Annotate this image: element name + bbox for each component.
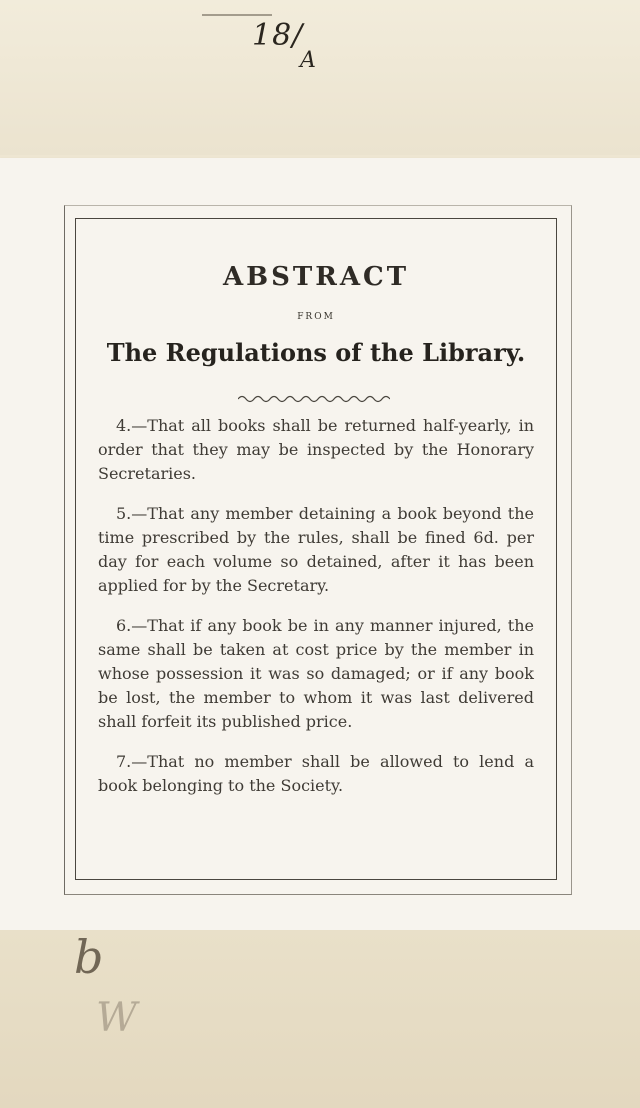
from-label: FROM (297, 312, 335, 322)
document-title: ABSTRACT (222, 262, 410, 292)
top-edge-marks (202, 0, 272, 16)
wavy-ornament-rule (238, 392, 390, 406)
handwritten-mark-1: b (74, 930, 104, 984)
handwritten-shelfmark: 18/ (252, 18, 304, 53)
board-background-top (0, 0, 640, 155)
handwritten-shelfmark-sub: A (300, 48, 316, 73)
regulation-6: 6.—That if any book be in any manner injured, the same shall be taken at cost price by the member in whose possession it was so damaged; or if any book be lost, the member to whom it was last delivered shall forfeit its published price. (98, 616, 534, 731)
document-subtitle: The Regulations of the Library. (106, 338, 526, 367)
regulations-list (98, 408, 534, 814)
regulation-7: 7.—That no member shall be allowed to lend a book belonging to the Society. (98, 752, 534, 795)
regulation-4: 4.—That all books shall be returned half-yearly, in order that they may be inspected by the Honorary Secretaries. (98, 416, 534, 483)
regulation-5: 5.—That any member detaining a book beyond the time prescribed by the rules, shall be fined 6d. per day for each volume so detained, after it has been applied for by the Secretary. (98, 504, 534, 595)
handwritten-mark-2: W (96, 995, 138, 1041)
